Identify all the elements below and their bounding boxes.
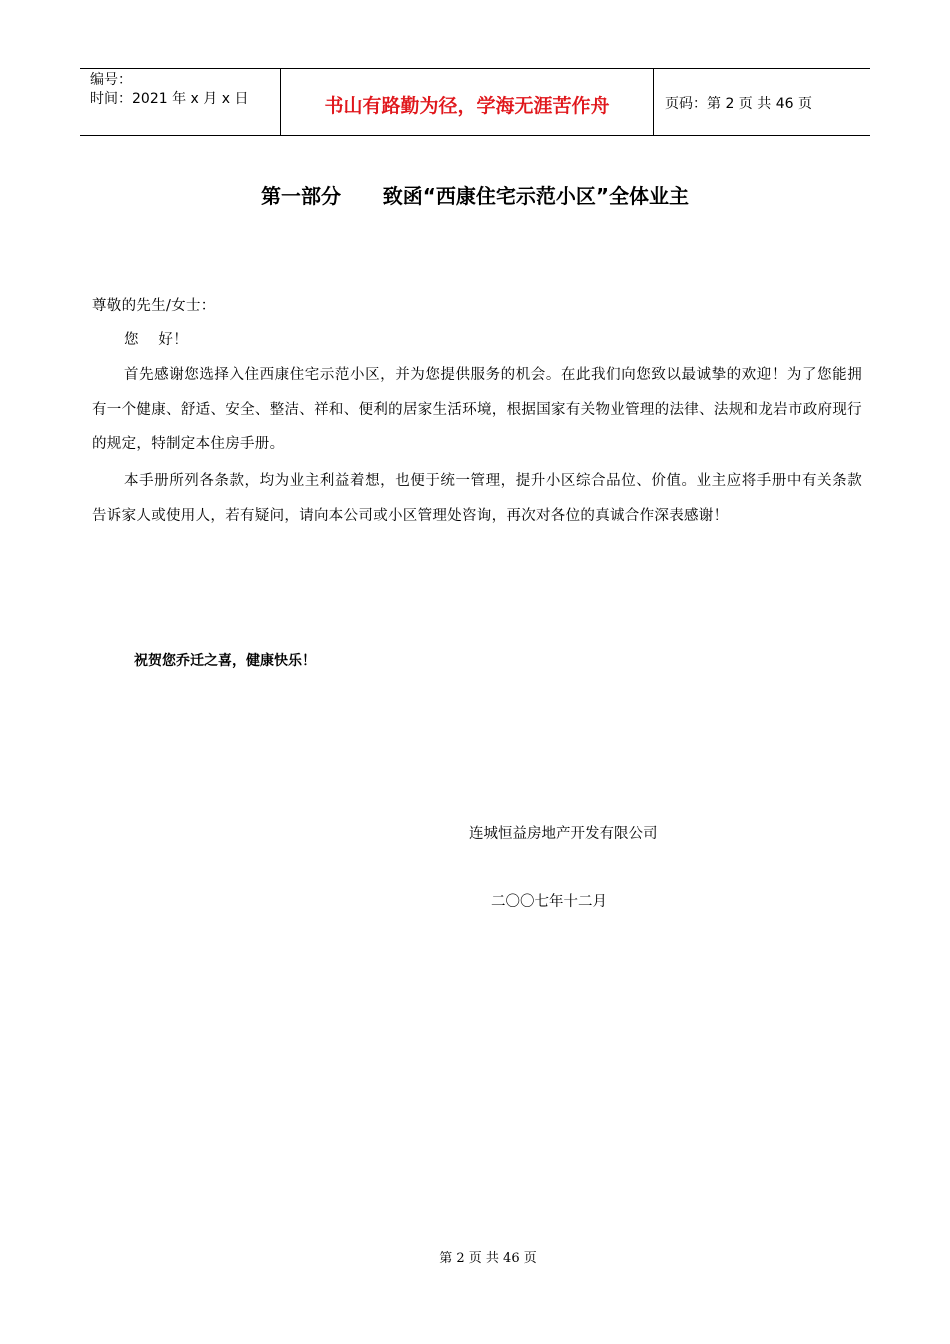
closing-wish: 祝贺您乔迁之喜，健康快乐！ [134, 653, 316, 669]
document-time-label: 时间：2021 年 x 月 x 日 [90, 91, 249, 107]
greeting: 您 好！ [124, 332, 189, 348]
salutation: 尊敬的先生/女士： [92, 298, 216, 314]
signature-company: 连城恒益房地产开发有限公司 [469, 826, 658, 842]
document-title: 第一部分 致函“西康住宅示范小区”全体业主 [260, 184, 690, 208]
signature-date: 二〇〇七年十二月 [491, 894, 607, 910]
paragraph-manual: 本手册所列各条款，均为业主利益着想，也便于统一管理，提升小区综合品位、价值。业主应将手册中有关条款告诉家人或使用人，若有疑问，请向本公司或小区管理处咨询，再次对各位的真诚合作深表感谢！ [92, 473, 862, 524]
paragraph-welcome: 首先感谢您选择入住西康住宅示范小区，并为您提供服务的机会。在此我们向您致以最诚挚的欢迎！为了您能拥有一个健康、舒适、安全、整洁、祥和、便利的居家生活环境，根据国家有关物业管理的法律、法规和龙岩市政府现行的规定，特制定本住房手册。 [92, 367, 862, 452]
page-footer: 第 2 页 共 46 页 [439, 1251, 537, 1266]
document-number-label: 编号： [90, 72, 132, 88]
page-header [80, 68, 870, 136]
header-page-info: 页码：第 2 页 共 46 页 [665, 96, 812, 112]
header-slogan: 书山有路勤为径，学海无涯苦作舟 [281, 69, 654, 135]
header-meta [80, 69, 281, 135]
